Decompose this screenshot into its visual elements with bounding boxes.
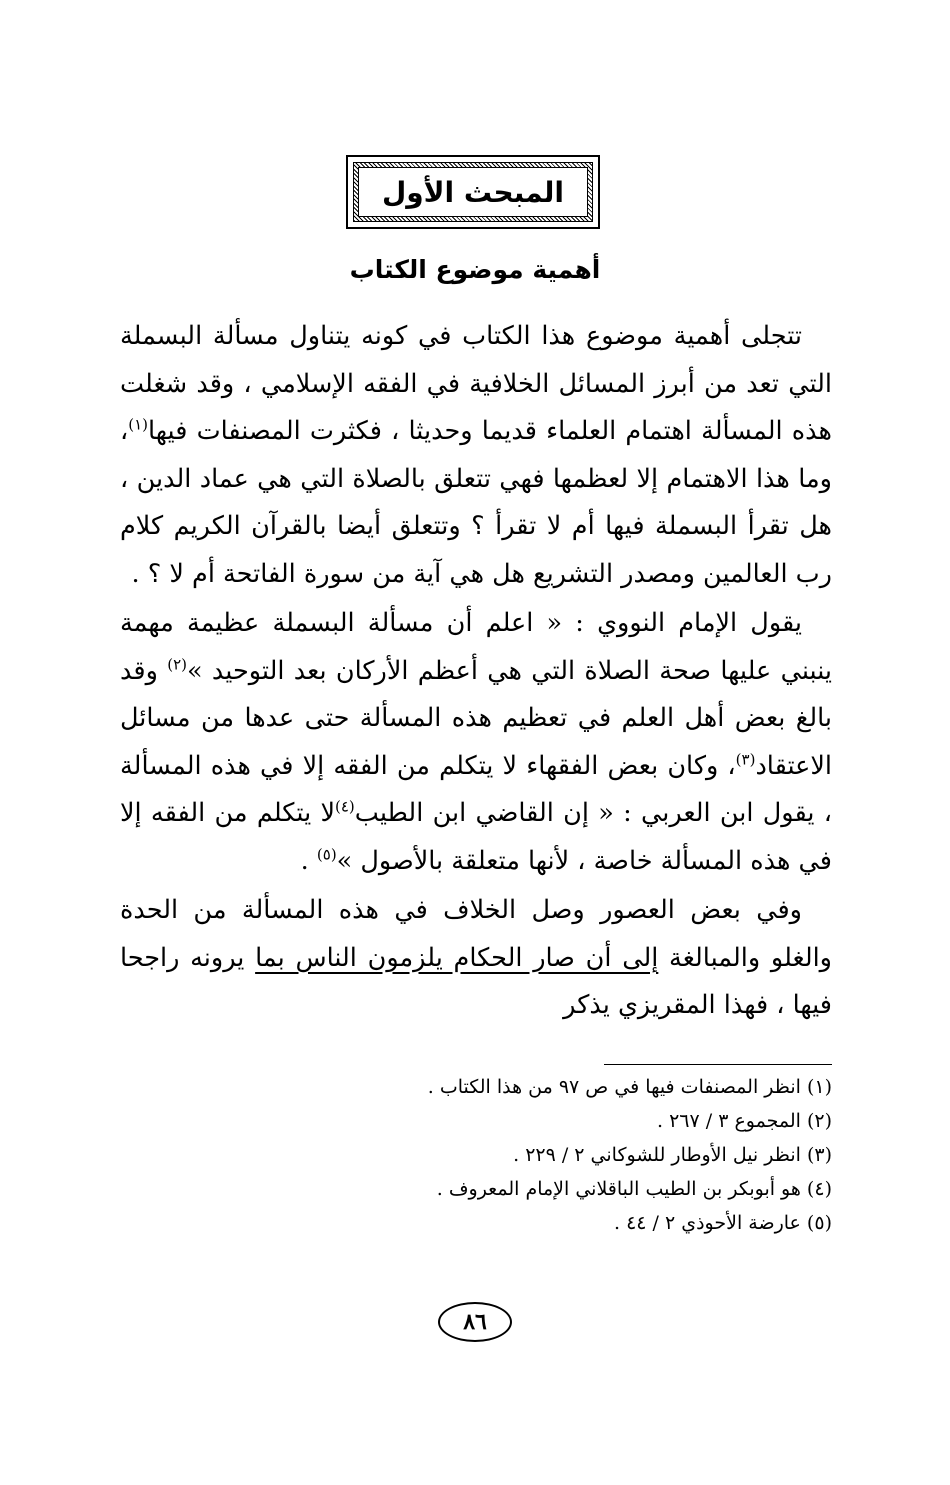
footnotes-list: [120, 1070, 832, 1240]
paragraph-2: [120, 600, 832, 885]
footnote-ref-2: (٢): [167, 655, 187, 673]
footnote-4: (٤) هو أبوبكر بن الطيب الباقلاني الإمام المعروف .: [436, 1178, 832, 1200]
body-text: [120, 313, 832, 1030]
footnote-divider: [604, 1064, 832, 1065]
paragraph-1-text-b: ، وما هذا الاهتمام إلا لعظمها فهي تتعلق بالصلاة التي هي عماد الدين ، هل تقرأ البسملة فيها أم لا تقرأ ؟ وتتعلق أيضا بالقرآن الكريم كلام رب العالمين ومصدر التشريع هل هي آية من سورة الفاتحة أم لا ؟ .: [120, 416, 832, 589]
paragraph-2-text-b: وقد بالغ بعض أهل العلم في تعظيم هذه المسألة حتى عدها من مسائل الاعتقاد: [120, 655, 832, 781]
page-number: ٨٦: [463, 1309, 487, 1335]
paragraph-2-text-e: .: [300, 845, 317, 876]
chapter-heading: المبحث الأول: [358, 167, 588, 217]
footnote-5: (٥) عارضة الأحوذي ٢ / ٤٤ .: [613, 1212, 832, 1234]
paragraph-2-text-a: يقول الإمام النووي : « اعلم أن مسألة البسملة عظيمة مهمة ينبني عليها صحة الصلاة التي هي أعظم الأركان بعد التوحيد »: [120, 608, 833, 686]
chapter-heading-frame: [346, 155, 600, 229]
paragraph-3-text-b: يرونه راجحا فيها ، فهذا المقريزي يذكر: [120, 942, 832, 1020]
paragraph-3-text-a: وفي بعض العصور وصل الخلاف في هذه المسألة من الحدة والغلو والمبالغة: [120, 895, 832, 973]
page-number-oval: [438, 1302, 512, 1342]
footnote-ref-1: (١): [128, 415, 149, 434]
chapter-heading-hatched-border: [353, 162, 593, 222]
section-heading: أهمية موضوع الكتاب: [349, 255, 601, 284]
footnote-2: (٢) المجموع ٣ / ٢٦٧ .: [656, 1110, 832, 1132]
paragraph-1: [120, 313, 832, 598]
footnote-ref-4: (٤): [335, 797, 355, 816]
paragraph-2-text-c: ، وكان بعض الفقهاء لا يتكلم من الفقه إلا في هذه المسألة ، يقول ابن العربي : « إن القاضي ابن الطيب: [120, 750, 832, 828]
paragraph-2-text-d: لا يتكلم من الفقه إلا في هذه المسألة خاصة ، لأنها متعلقة بالأصول »: [120, 798, 832, 876]
paragraph-1-text-a: تتجلى أهمية موضوع هذا الكتاب في كونه يتناول مسألة البسملة التي تعد من أبرز المسائل الخلافية في الفقه الإسلامي ، وقد شغلت هذه المسألة اهتمام العلماء قديما وحديثا ، فكثرت المصنفات فيها: [120, 321, 832, 446]
footnote-ref-5: (٥): [316, 845, 337, 863]
footnote-1: (١) انظر المصنفات فيها في ص ٩٧ من هذا الكتاب .: [427, 1076, 832, 1098]
footnote-ref-3: (٣): [735, 750, 756, 768]
footnote-3: (٣) انظر نيل الأوطار للشوكاني ٢ / ٢٢٩ .: [513, 1144, 832, 1166]
paragraph-3: [120, 887, 832, 1030]
paragraph-3-underlined-text: إلى أن صار الحكام يلزمون الناس بما: [255, 942, 659, 973]
